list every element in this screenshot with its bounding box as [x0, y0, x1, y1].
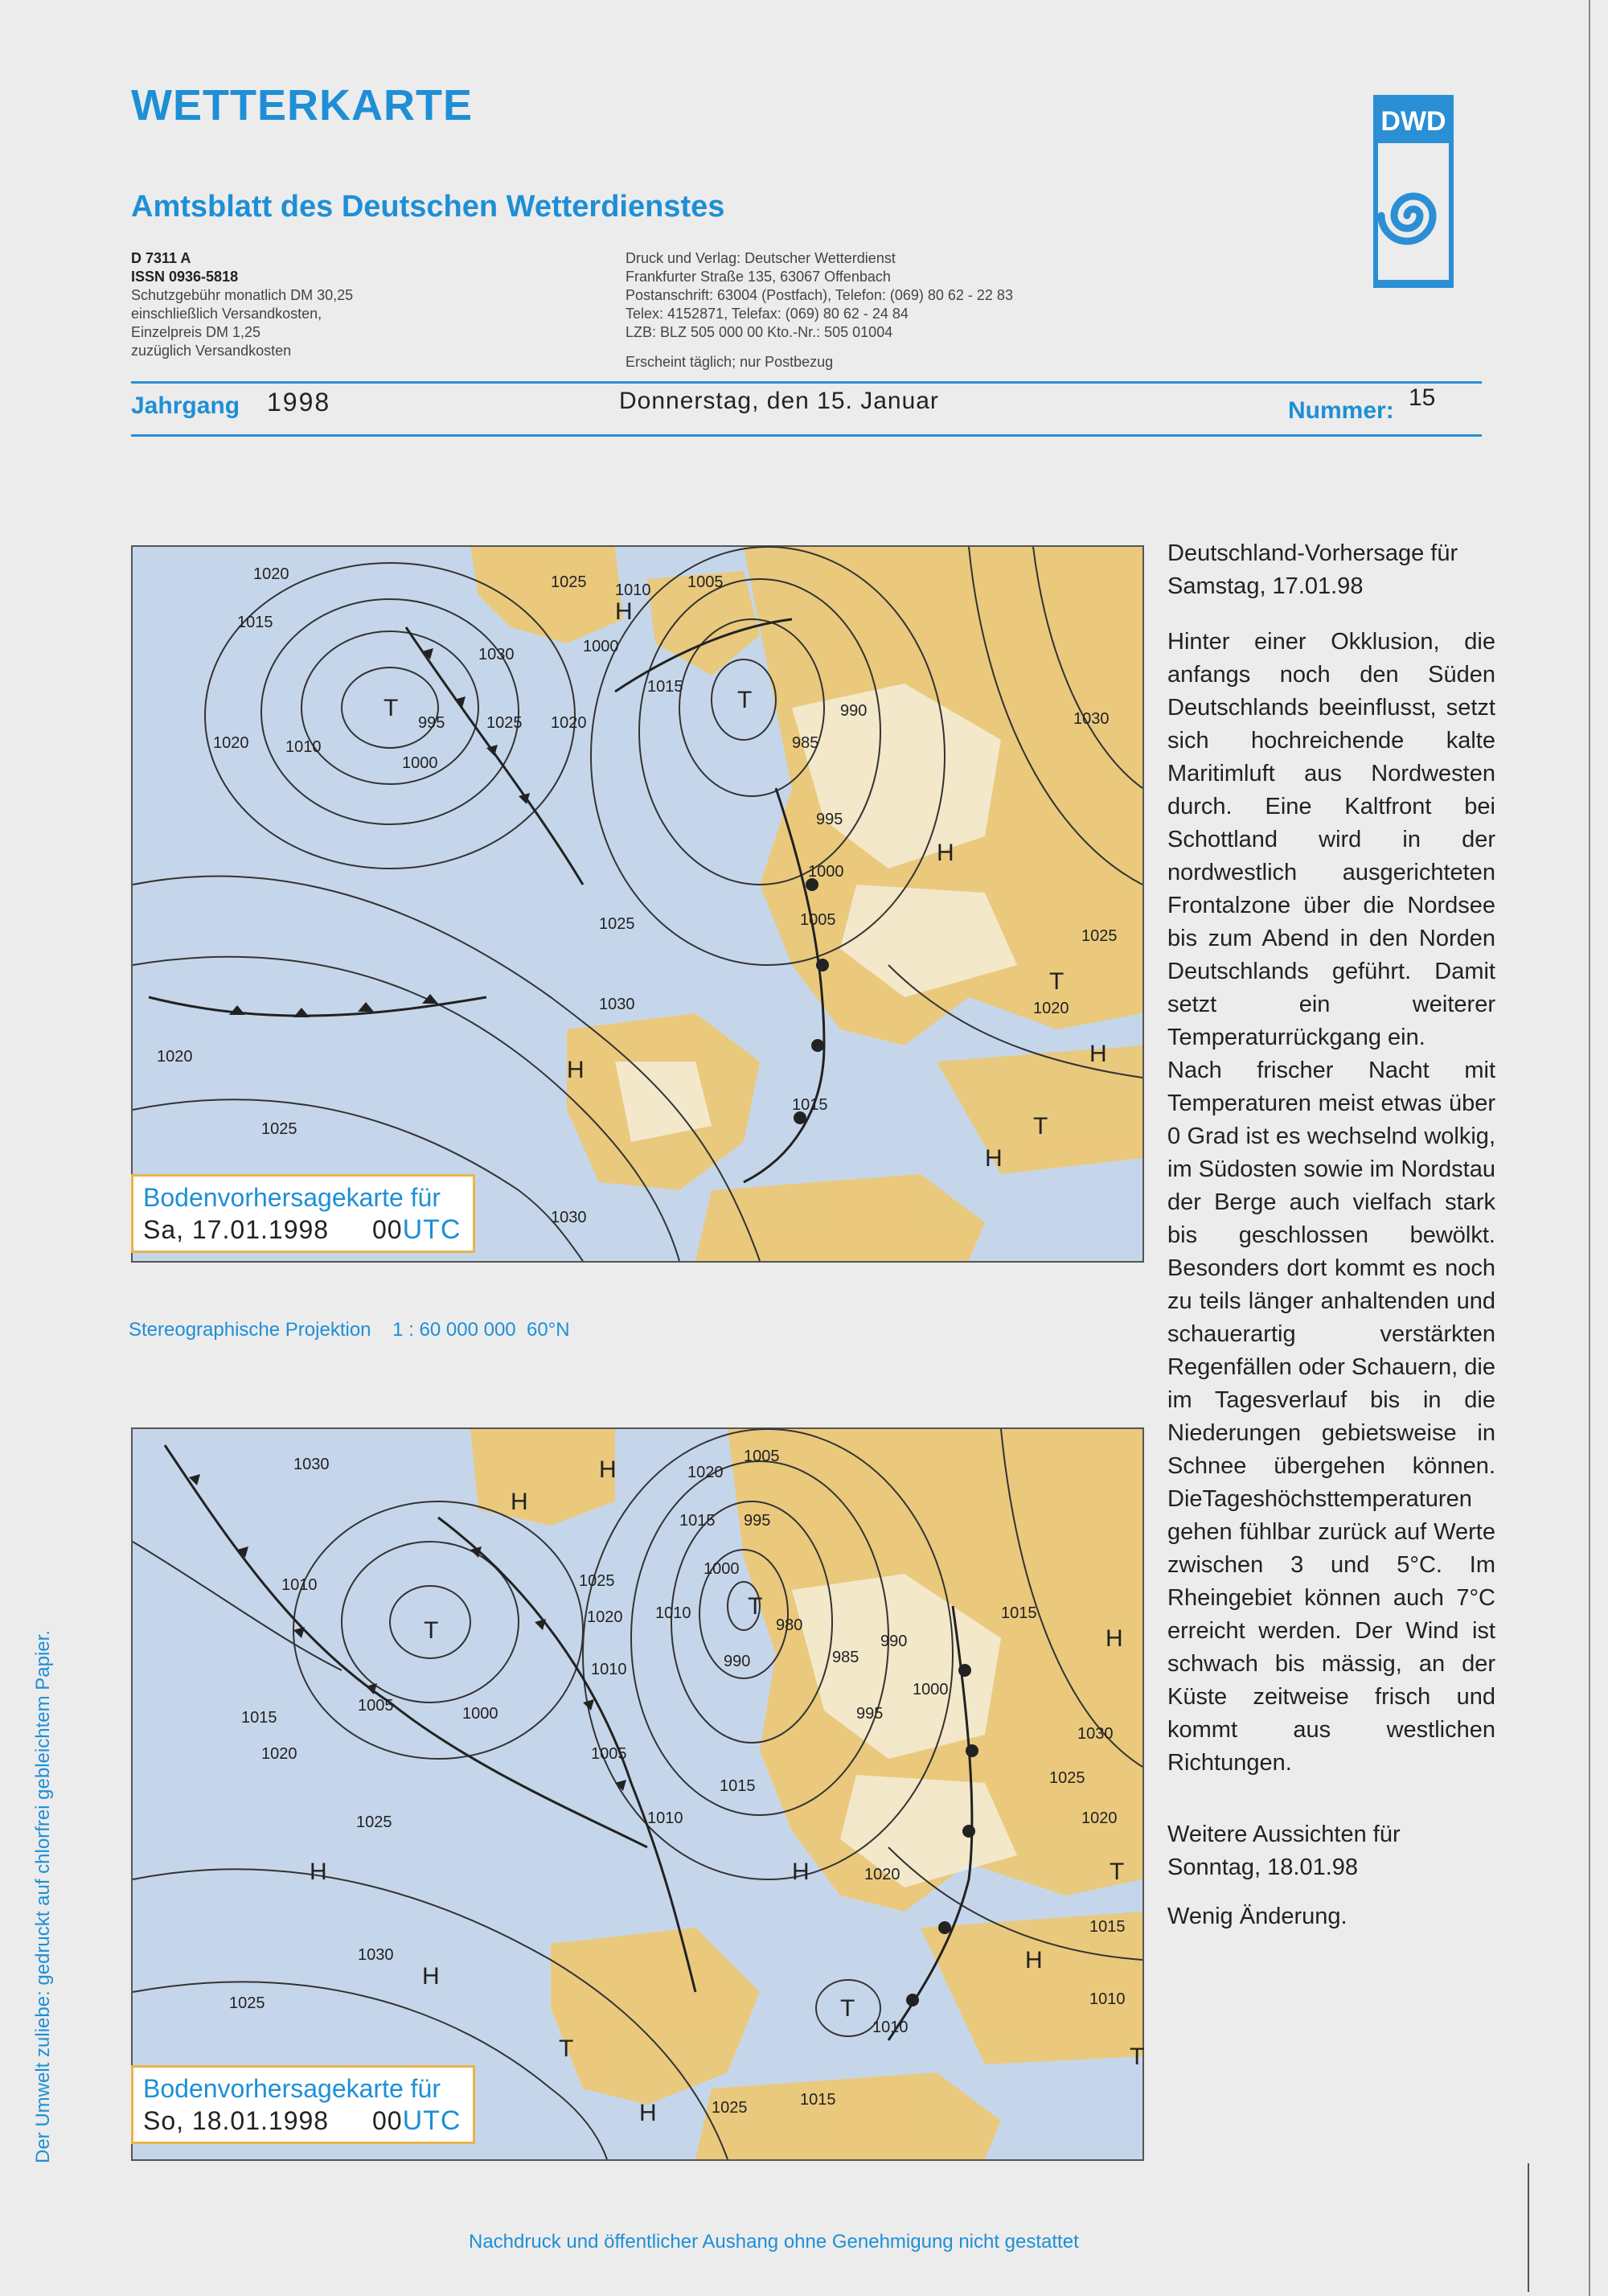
isobar-label: 985: [832, 1649, 859, 1666]
pressure-center: H: [1106, 1625, 1123, 1652]
publisher-line: Postanschrift: 63004 (Postfach), Telefon: (069) 80 62 - 22 83: [626, 287, 1013, 303]
isobar-label: 1025: [261, 1120, 297, 1138]
pressure-center: T: [1130, 2043, 1145, 2070]
issue-date: Donnerstag, den 15. Januar: [619, 388, 939, 414]
forecast-text-column: [1167, 537, 1495, 1933]
isobar-label: 985: [792, 734, 819, 752]
pressure-center: T: [840, 1995, 855, 2022]
map1-caption-utc: UTC: [402, 1214, 461, 1245]
isobar-label: 1025: [486, 714, 523, 732]
isobar-label: 1000: [462, 1705, 498, 1723]
fee-line: Einzelpreis DM 1,25: [131, 324, 261, 340]
pressure-center: H: [422, 1963, 440, 1990]
page-title: WETTERKARTE: [131, 81, 473, 129]
isobar-label: 1005: [358, 1697, 394, 1715]
projection-note: Stereographische Projektion 1 : 60 000 000 60°N: [129, 1319, 570, 1341]
isobar-label: 1015: [237, 614, 273, 631]
map2-svg: [133, 1429, 1145, 2159]
isobar-label: 1020: [261, 1745, 297, 1763]
isobar-label: 1025: [712, 2099, 748, 2117]
isobar-label: 990: [724, 1653, 751, 1670]
isobar-label: 1010: [615, 581, 651, 599]
pressure-center: T: [384, 695, 399, 721]
forecast-heading: Deutschland-Vorhersage für Samstag, 17.01.98: [1167, 540, 1458, 599]
isobar-label: 1025: [1049, 1769, 1085, 1787]
isobar-label: 1005: [744, 1448, 780, 1465]
pressure-center: H: [599, 1456, 617, 1483]
fee-line: zuzüglich Versandkosten: [131, 343, 292, 359]
map2-caption: [131, 2065, 475, 2144]
map1-caption-title: Bodenvorhersagekarte für: [143, 1183, 441, 1212]
isobar-label: 1025: [551, 573, 587, 591]
isobar-label: 1025: [1081, 927, 1118, 945]
publication-info: [131, 249, 353, 360]
page-subtitle: Amtsblatt des Deutschen Wetterdienstes: [131, 190, 725, 224]
pressure-center: H: [639, 2100, 657, 2126]
isobar-label: 1015: [241, 1709, 277, 1727]
isobar-label: 1020: [551, 714, 587, 732]
outlook-heading: Weitere Aussichten für Sonntag, 18.01.98: [1167, 1822, 1401, 1880]
isobar-label: 995: [744, 1512, 771, 1530]
isobar-label: 990: [840, 702, 868, 720]
page-edge: [1589, 0, 1590, 2296]
dwd-logo: [1373, 95, 1454, 288]
pub-code: D 7311 A: [131, 250, 191, 266]
isobar-label: 1020: [587, 1608, 623, 1626]
isobar-label: 1030: [551, 1209, 587, 1226]
pressure-center: T: [748, 1593, 763, 1620]
isobar-label: 1020: [687, 1464, 724, 1481]
jahrgang-label: Jahrgang: [131, 392, 240, 419]
isobar-label: 995: [418, 714, 445, 732]
isobar-label: 1010: [1089, 1990, 1126, 2008]
isobar-label: 1015: [800, 2091, 836, 2109]
publisher-line: Telex: 4152871, Telefax: (069) 80 62 - 24 84: [626, 306, 909, 322]
outlook-text: Wenig Änderung.: [1167, 1904, 1348, 1929]
map1-caption-time: 00: [371, 1215, 403, 1244]
pressure-center: H: [615, 598, 633, 625]
pressure-center: H: [511, 1489, 528, 1515]
isobar-label: 1030: [358, 1946, 394, 1964]
header-rule-top: [131, 381, 1482, 384]
appears-note: Erscheint täglich; nur Postbezug: [626, 354, 834, 370]
jahrgang-value: 1998: [267, 388, 331, 417]
pressure-center: H: [1025, 1947, 1043, 1974]
isobar-label: 1005: [591, 1745, 627, 1763]
publisher-info: [626, 249, 1013, 342]
nummer-value: 15: [1409, 384, 1436, 411]
isobar-label: 1010: [872, 2019, 909, 2036]
isobar-label: 1010: [281, 1576, 318, 1594]
publisher-line: Druck und Verlag: Deutscher Wetterdienst: [626, 250, 896, 266]
pressure-center: T: [559, 2035, 574, 2062]
pressure-center: T: [1110, 1859, 1125, 1885]
map2-caption-date: So, 18.01.1998: [143, 2106, 330, 2135]
isobar-label: 1015: [647, 678, 683, 696]
isobar-label: 1010: [647, 1809, 683, 1827]
isobar-label: 1015: [1089, 1918, 1126, 1936]
map1-svg: [133, 547, 1142, 1261]
isobar-label: 1020: [157, 1048, 193, 1066]
forecast-map-saturday: [131, 545, 1144, 1263]
map1-caption-date: Sa, 17.01.1998: [143, 1215, 330, 1244]
map2-caption-utc: UTC: [402, 2105, 461, 2136]
isobar-label: 1000: [402, 754, 438, 772]
forecast-paragraph: Hinter einer Okklusion, die anfangs noch den Süden Deutschlands beeinflusst, setzt sich hochreichende kalte Maritimluft aus Nordwesten durch. Eine Kaltfront bei Schottland wird in der nordwestlich ausgerichteten Frontalzone über die Nordsee bis zum Abend in den Norden Deutschlands geführt. Damit setzt ein weiterer Temperaturrückgang ein.: [1167, 629, 1495, 1050]
nummer-label: Nummer:: [1288, 397, 1394, 424]
pressure-center: T: [424, 1617, 439, 1644]
isobar-label: 1025: [579, 1572, 615, 1590]
forecast-map-sunday: [131, 1427, 1144, 2161]
isobar-label: 1030: [293, 1456, 330, 1473]
issn: ISSN 0936-5818: [131, 269, 239, 285]
pressure-center: H: [937, 840, 954, 866]
pressure-center: H: [310, 1859, 327, 1885]
isobar-label: 1010: [591, 1661, 627, 1678]
map2-caption-title: Bodenvorhersagekarte für: [143, 2074, 441, 2103]
map1-caption: [131, 1174, 475, 1253]
fee-line: einschließlich Versandkosten,: [131, 306, 322, 322]
pressure-center: H: [567, 1057, 585, 1083]
isobar-label: 1020: [1081, 1809, 1118, 1827]
pressure-center: H: [1089, 1041, 1107, 1067]
isobar-label: 1020: [213, 734, 249, 752]
isobar-label: 990: [880, 1633, 908, 1650]
pressure-center: T: [1033, 1113, 1048, 1140]
isobar-label: 1030: [599, 996, 635, 1013]
publisher-line: Frankfurter Straße 135, 63067 Offenbach: [626, 269, 891, 285]
isobar-label: 1020: [1033, 1000, 1069, 1017]
isobar-label: 1015: [792, 1096, 828, 1114]
footer-note: Nachdruck und öffentlicher Aushang ohne Genehmigung nicht gestattet: [469, 2231, 1079, 2253]
pressure-center: T: [737, 687, 753, 713]
pressure-center: H: [985, 1145, 1003, 1172]
isobar-label: 1015: [1001, 1604, 1037, 1622]
isobar-label: 1000: [704, 1560, 740, 1578]
isobar-label: 1020: [864, 1866, 900, 1883]
pressure-center: T: [1049, 968, 1064, 995]
publisher-line: LZB: BLZ 505 000 00 Kto.-Nr.: 505 01004: [626, 324, 893, 340]
isobar-label: 1010: [285, 738, 322, 756]
isobar-label: 1025: [599, 915, 635, 933]
map2-caption-date-row: [143, 2105, 463, 2137]
logo-text: DWD: [1380, 106, 1446, 137]
isobar-label: 1000: [808, 863, 844, 881]
isobar-label: 1005: [800, 911, 836, 929]
map1-caption-date-row: [143, 1214, 463, 1246]
fee-line: Schutzgebühr monatlich DM 30,25: [131, 287, 354, 303]
header-rule-bottom: [131, 434, 1482, 437]
map2-caption-time: 00: [371, 2106, 403, 2135]
isobar-label: 995: [856, 1705, 884, 1723]
isobar-label: 1010: [655, 1604, 691, 1622]
isobar-label: 1015: [679, 1512, 716, 1530]
isobar-label: 995: [816, 811, 843, 828]
isobar-label: 1030: [478, 646, 515, 663]
isobar-label: 1015: [720, 1777, 756, 1795]
isobar-label: 1020: [253, 565, 289, 583]
forecast-paragraph: Nach frischer Nacht mit Temperaturen meist etwas über 0 Grad ist es wechselnd wolkig, im Südosten sowie im Nordstau der Berge auch vielfach stark bis geschlossen bewölkt. Besonders dort kommt es noch zu teils länger anhaltenden und schauerartig verstärkten Regenfällen oder Schauern, die im Tagesverlauf bis in die Niederungen gebietsweise in Schnee übergehen können. DieTageshöchsttemperaturen gehen fühlbar zurück auf Werte zwischen 3 und 5°C. Im Rheingebiet können auch 7°C erreicht werden. Der Wind ist schwach bis mässig, an der Küste zeitweise frisch und kommt aus westlichen Richtungen.: [1167, 1058, 1495, 1776]
isobar-label: 1000: [913, 1681, 949, 1698]
environment-note: Der Umwelt zuliebe: gedruckt auf chlorfrei gebleichtem Papier.: [32, 1630, 54, 2163]
isobar-label: 1030: [1073, 710, 1110, 728]
isobar-label: 1025: [229, 1994, 265, 2012]
isobar-label: 1005: [687, 573, 724, 591]
pressure-center: H: [792, 1859, 810, 1885]
isobar-label: 980: [776, 1616, 803, 1634]
isobar-label: 1030: [1077, 1725, 1114, 1743]
isobar-label: 1000: [583, 638, 619, 655]
isobar-label: 1025: [356, 1813, 392, 1831]
binding-mark: [1528, 2163, 1529, 2292]
